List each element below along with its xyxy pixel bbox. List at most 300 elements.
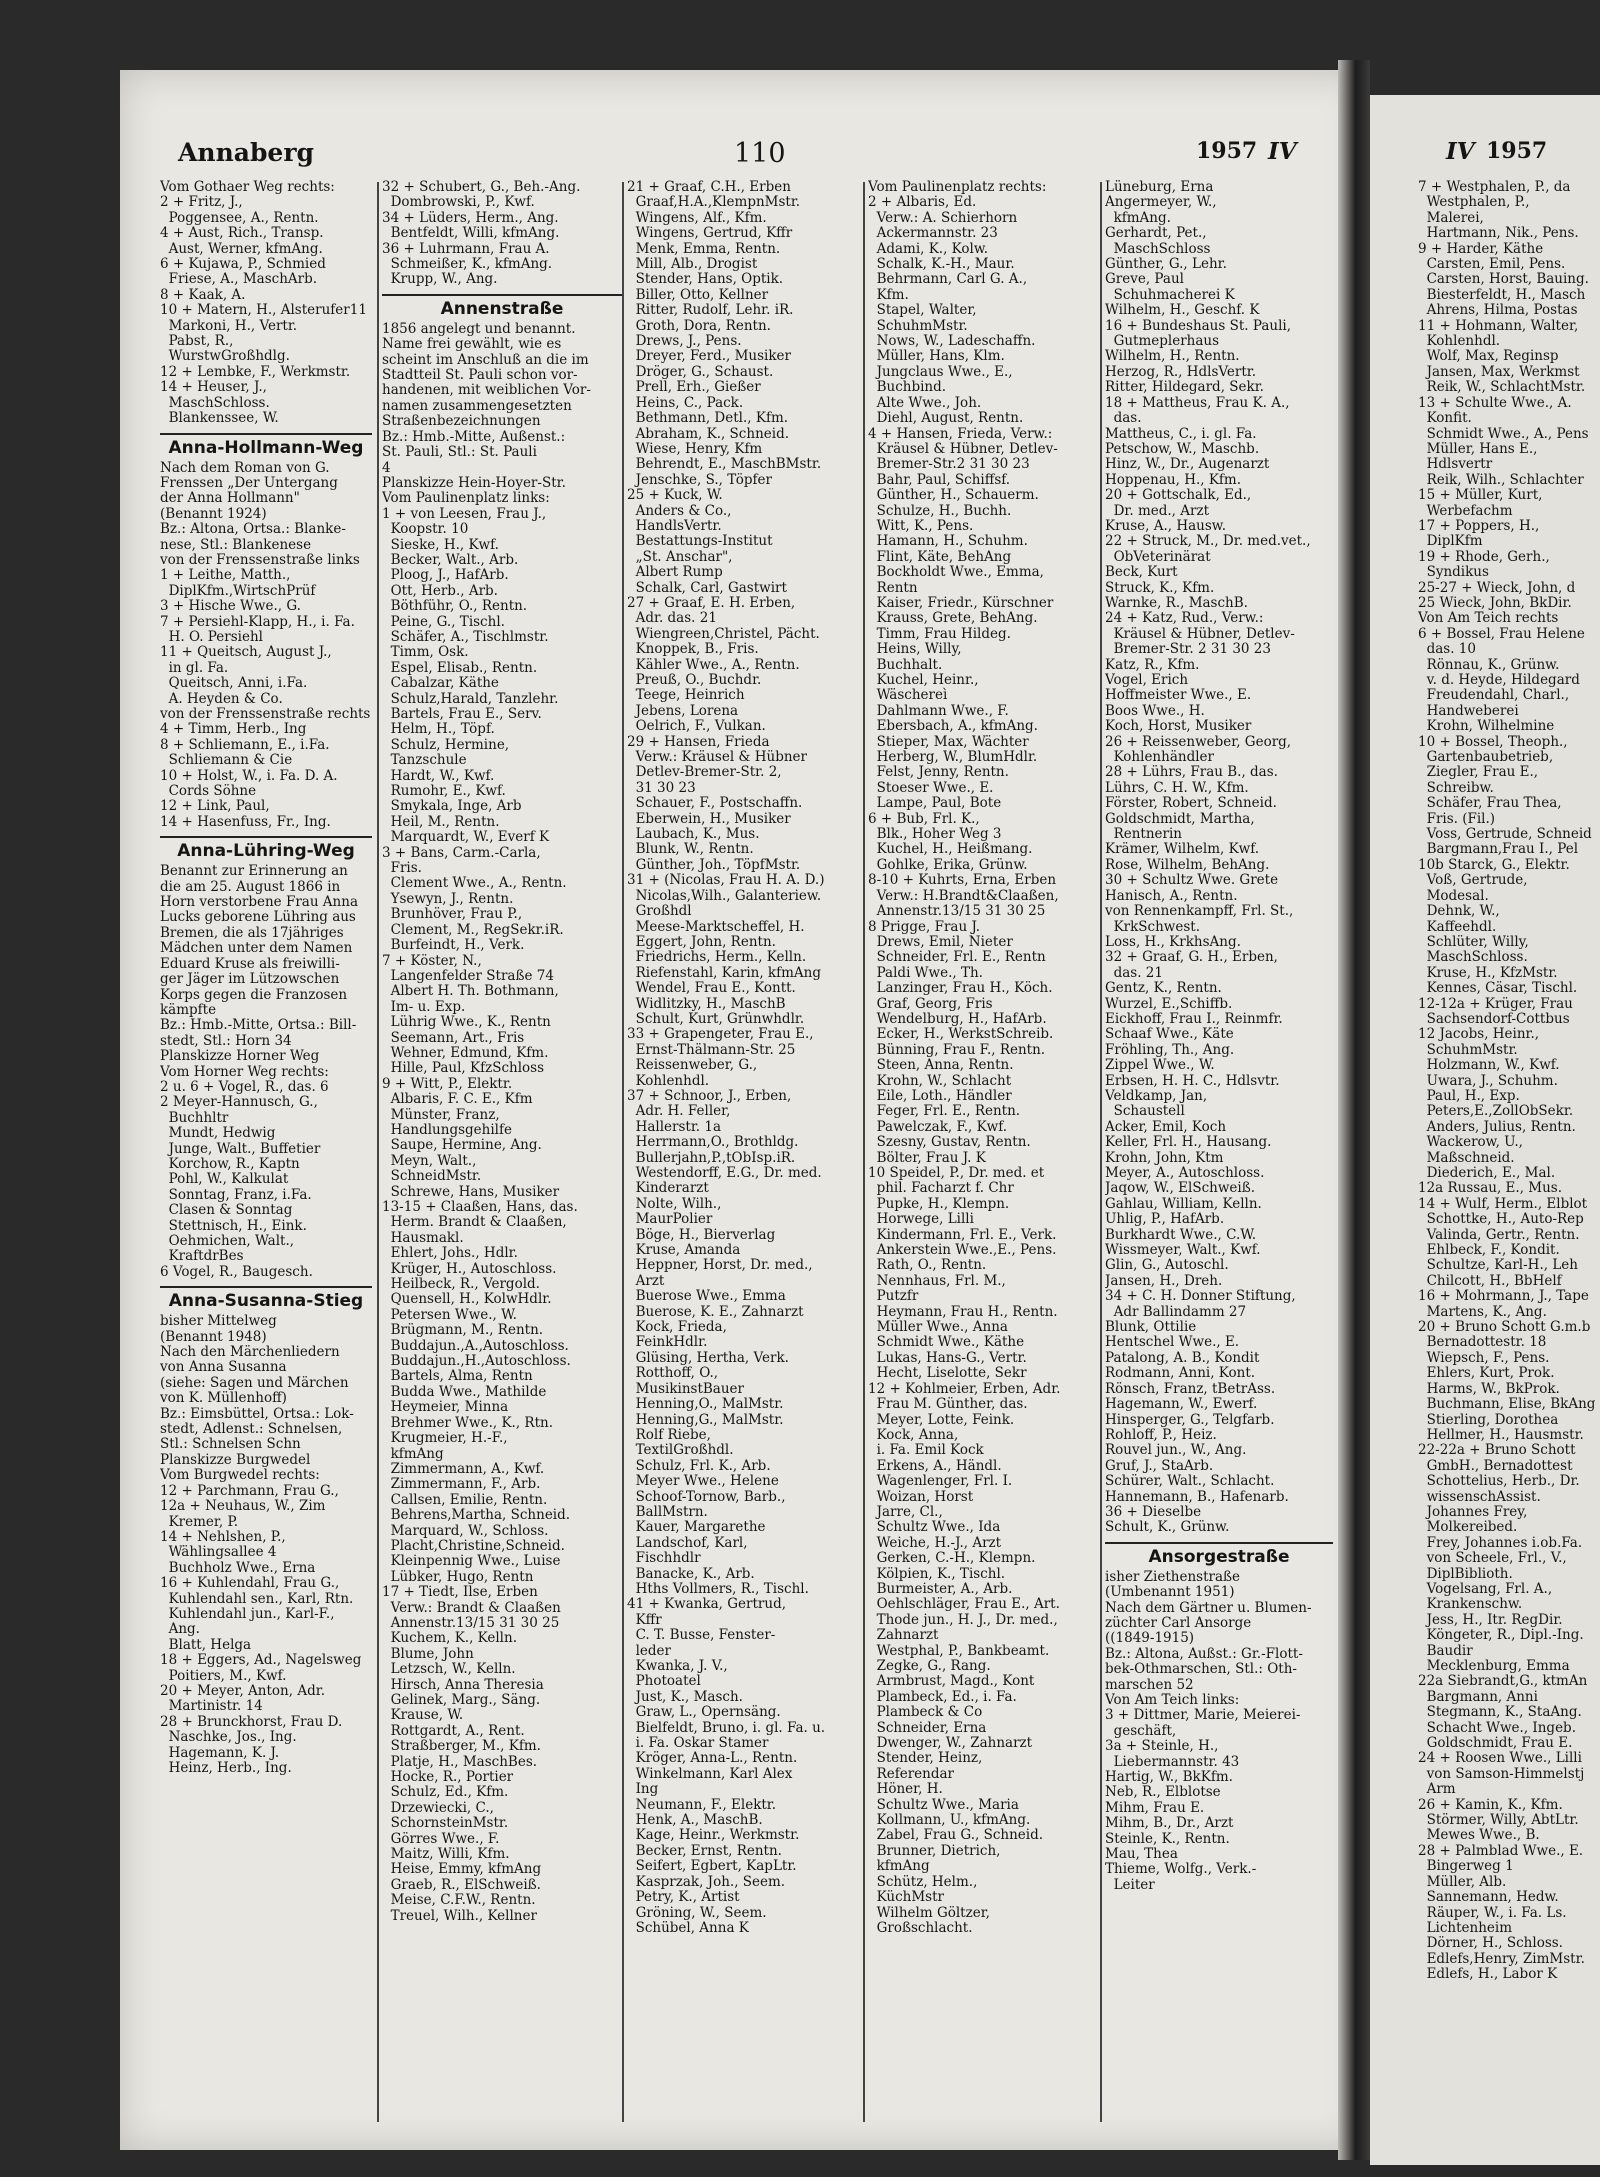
column-divider xyxy=(1100,182,1102,2122)
directory-entry: WurstwGroßhdlg. xyxy=(160,348,290,365)
directory-entry: Uwara, J., Schuhm. xyxy=(1418,1072,1558,1089)
directory-entry: SchuhmMstr. xyxy=(1418,1041,1518,1058)
directory-entry: 12a Russau, E., Mus. xyxy=(1418,1180,1563,1197)
directory-entry: das. 10 xyxy=(1418,641,1476,658)
directory-entry: Reik, W., SchlachtMstr. xyxy=(1418,379,1586,396)
directory-entry: 26 + Reissenweber, Georg, xyxy=(1105,733,1292,750)
directory-entry: Hths Vollmers, R., Tischl. xyxy=(627,1580,809,1597)
directory-entry: Neb, R., Elblotse xyxy=(1105,1784,1221,1801)
directory-entry: SchuhmMstr. xyxy=(868,317,968,334)
directory-entry: 31 30 23 xyxy=(627,779,696,796)
directory-entry: Ehlers, Kurt, Prok. xyxy=(1418,1365,1555,1382)
column-divider xyxy=(377,182,379,2122)
directory-entry: Feger, Frl. E., Rentn. xyxy=(868,1103,1021,1120)
directory-entry: Eickhoff, Frau I., Reinmfr. xyxy=(1105,1010,1283,1027)
directory-entry: Blunk, W., Rentn. xyxy=(627,841,754,858)
directory-entry: Diederich, E., Mal. xyxy=(1418,1165,1556,1181)
directory-entry: Adami, K., Kolw. xyxy=(868,240,989,257)
directory-entry: Kuhlendahl sen., Karl, Rtn. xyxy=(160,1590,354,1607)
directory-entry: Gartenbaubetrieb, xyxy=(1418,749,1554,766)
directory-entry: Mädchen unter dem Namen xyxy=(160,940,353,957)
directory-entry: stedt, Stl.: Horn 34 xyxy=(160,1032,292,1049)
directory-entry: Gerken, C.-H., Klempn. xyxy=(868,1550,1036,1567)
directory-entry: Teege, Heinrich xyxy=(627,687,745,704)
directory-entry: Lampe, Paul, Bote xyxy=(868,795,1002,812)
directory-entry: Gröning, W., Seem. xyxy=(627,1904,767,1921)
directory-entry: Gruf, J., StaArb. xyxy=(1105,1457,1214,1474)
directory-entry: von K. Müllenhoff) xyxy=(160,1390,287,1407)
directory-entry: 41 + Kwanka, Gertrud, xyxy=(627,1596,787,1613)
directory-entry: Kräusel & Hübner, Detlev- xyxy=(868,440,1058,457)
section-left: IV xyxy=(1268,138,1297,165)
directory-entry: Ernst-Thälmann-Str. 25 xyxy=(627,1041,796,1058)
directory-entry: Carsten, Horst, Bauing. xyxy=(1418,271,1589,288)
directory-entry: Poitiers, M., Kwf. xyxy=(160,1667,287,1684)
directory-entry: Annenstr.13/15 31 30 25 xyxy=(382,1614,560,1631)
directory-entry: Blunk, Ottilie xyxy=(1105,1319,1197,1336)
directory-entry: Köngeter, R., Dipl.-Ing. xyxy=(1418,1627,1584,1644)
directory-entry: Goldschmidt, Martha, xyxy=(1105,810,1255,827)
directory-entry: Kfm. xyxy=(868,286,909,303)
directory-entry: Schaaf Wwe., Käte xyxy=(1105,1026,1234,1043)
directory-entry: 29 + Hansen, Frieda xyxy=(627,733,770,750)
directory-column-1 xyxy=(160,180,372,1776)
directory-entry: Peters,E.,ZollObSekr. xyxy=(1418,1103,1574,1120)
directory-entry: Lukas, Hans-G., Vertr. xyxy=(868,1349,1027,1366)
directory-entry: kfmAng. xyxy=(1105,209,1171,226)
street-heading: Anna-Susanna-Stieg xyxy=(160,1286,372,1314)
directory-entry: Höner, H. xyxy=(868,1781,943,1798)
directory-entry: Bingerweg 1 xyxy=(1418,1858,1514,1875)
directory-entry: Bremer-Str. 2 31 30 23 xyxy=(1105,641,1271,658)
directory-entry: Schmeißer, K., kfmAng. xyxy=(382,256,553,273)
directory-entry: Fischhdlr xyxy=(627,1550,701,1567)
section-right: IV xyxy=(1446,138,1475,165)
directory-entry: bisher Mittelweg xyxy=(160,1313,277,1330)
directory-entry: Handweberei xyxy=(1418,702,1519,719)
directory-entry: Kleinpennig Wwe., Luise xyxy=(382,1553,561,1570)
directory-entry: 11 + Hohmann, Walter, xyxy=(1418,317,1579,334)
directory-entry: Dwenger, W., Zahnarzt xyxy=(868,1735,1033,1752)
directory-entry: 1856 angelegt und benannt. xyxy=(382,320,576,337)
directory-entry: 10 + Bossel, Theoph., xyxy=(1418,733,1568,750)
directory-entry: Letzsch, W., Kelln. xyxy=(382,1661,516,1678)
directory-entry: Name frei gewählt, wie es xyxy=(382,336,562,353)
directory-entry: Anders & Co., xyxy=(627,502,732,519)
directory-entry: Wilhelm, H., Geschf. K xyxy=(1105,302,1260,319)
directory-entry: Meyer Wwe., Helene xyxy=(627,1473,779,1490)
directory-entry: ((1849-1915) xyxy=(1105,1630,1195,1647)
directory-entry: Schreibw. xyxy=(1418,779,1494,796)
directory-entry: Krugmeier, H.-F., xyxy=(382,1430,508,1447)
directory-entry: züchter Carl Ansorge xyxy=(1105,1614,1252,1631)
directory-entry: Bremen, die als 17jähriges xyxy=(160,924,344,941)
directory-entry: Hagemann, K. J. xyxy=(160,1744,280,1761)
directory-entry: Hoffmeister Wwe., E. xyxy=(1105,687,1252,704)
directory-entry: Vom Paulinenplatz links: xyxy=(382,490,550,507)
directory-entry: Biesterfeldt, H., Masch xyxy=(1418,286,1586,303)
directory-entry: Bremer-Str.2 31 30 23 xyxy=(868,456,1030,473)
directory-entry: Buddajun.,A.,Autoschloss. xyxy=(382,1337,569,1354)
directory-entry: Krohn, John, Ktm xyxy=(1105,1149,1224,1166)
directory-entry: Stoeser Wwe., E. xyxy=(868,779,994,796)
directory-entry: Lanzinger, Frau H., Köch. xyxy=(868,980,1053,997)
directory-entry: Brunhöver, Frau P., xyxy=(382,906,523,923)
directory-entry: 12-12a + Krüger, Frau xyxy=(1418,995,1573,1012)
directory-entry: Woizan, Horst xyxy=(868,1488,974,1505)
directory-entry: 2 u. 6 + Vogel, R., das. 6 xyxy=(160,1078,329,1095)
directory-entry: Schliemann & Cie xyxy=(160,752,293,769)
directory-entry: MaschSchloss. xyxy=(1418,949,1528,966)
directory-entry: Hartmann, Nik., Pens. xyxy=(1418,225,1579,242)
directory-entry: Kasprzak, Joh., Seem. xyxy=(627,1873,786,1890)
directory-entry: kfmAng xyxy=(382,1445,444,1462)
directory-entry: Wählingsallee 4 xyxy=(160,1544,277,1561)
directory-entry: Wackerow, U., xyxy=(1418,1134,1523,1151)
directory-entry: ObVeterinärat xyxy=(1105,548,1211,565)
directory-entry: Hausmakl. xyxy=(382,1229,464,1246)
directory-entry: Vogelsang, Frl. A., xyxy=(1418,1580,1553,1597)
directory-entry: Kwanka, J. V., xyxy=(627,1658,728,1674)
directory-entry: Tanzschule xyxy=(382,752,467,769)
directory-entry: Kremer, P. xyxy=(160,1513,239,1530)
directory-entry: 10 Speidel, P., Dr. med. et xyxy=(868,1165,1045,1181)
directory-entry: Wagenlenger, Frl. I. xyxy=(868,1473,1013,1490)
book-gutter xyxy=(1338,60,1370,2160)
directory-entry: 10 + Matern, H., Alsterufer11 xyxy=(160,302,367,319)
directory-entry: 13-15 + Claaßen, Hans, das. xyxy=(382,1199,578,1215)
directory-entry: Schmidt Wwe., A., Pens xyxy=(1418,425,1589,442)
directory-entry: Szesny, Gustav, Rentn. xyxy=(868,1134,1031,1151)
directory-entry: Clement Wwe., A., Rentn. xyxy=(382,875,567,892)
directory-entry: Kohlenhdl. xyxy=(1418,333,1501,350)
directory-entry: Planskizze Horner Weg xyxy=(160,1048,320,1065)
directory-entry: BallMstrn. xyxy=(627,1503,708,1520)
directory-entry: Keller, Frl. H., Hausang. xyxy=(1105,1134,1272,1151)
directory-entry: Rodmann, Anni, Kont. xyxy=(1105,1365,1256,1382)
directory-entry: Kruse, A., Hausw. xyxy=(1105,517,1227,534)
directory-entry: Planskizze Burgwedel xyxy=(160,1451,311,1468)
directory-entry: Plambeck & Co xyxy=(868,1704,983,1721)
directory-entry: Liebermannstr. 43 xyxy=(1105,1753,1240,1770)
directory-entry: Maßschneid. xyxy=(1418,1149,1515,1166)
directory-entry: MaurPolier xyxy=(627,1211,713,1228)
directory-entry: Werbefachm xyxy=(1418,502,1513,519)
directory-entry: Krohn, Wilhelmine xyxy=(1418,718,1555,735)
directory-entry: Stl.: Schnelsen Schn xyxy=(160,1436,301,1453)
directory-entry: Westphal, P., Bankbeamt. xyxy=(868,1642,1050,1659)
directory-entry: Ziegler, Frau E., xyxy=(1418,764,1539,781)
directory-entry: Behrmann, Carl G. A., xyxy=(868,271,1028,288)
directory-entry: Herzog, R., HdlsVertr. xyxy=(1105,363,1257,380)
directory-entry: Wiepsch, F., Pens. xyxy=(1418,1349,1550,1366)
directory-entry: Förster, Robert, Schneid. xyxy=(1105,795,1277,812)
directory-entry: KraftdrBes xyxy=(160,1248,244,1265)
directory-entry: Blume, John xyxy=(382,1645,474,1662)
directory-entry: Bartels, Alma, Rentn xyxy=(382,1368,533,1385)
directory-entry: Kruse, Amanda xyxy=(627,1242,741,1259)
directory-entry: bek-Othmarschen, Stl.: Oth- xyxy=(1105,1661,1297,1678)
directory-entry: Dreyer, Ferd., Musiker xyxy=(627,348,791,365)
directory-entry: Von Am Teich rechts xyxy=(1418,610,1559,627)
directory-entry: Biller, Otto, Kellner xyxy=(627,286,769,303)
directory-entry: Platje, H., MaschBes. xyxy=(382,1753,538,1770)
directory-entry: Ackermannstr. 23 xyxy=(868,225,998,242)
directory-entry: Bentfeldt, Willi, kfmAng. xyxy=(382,225,560,242)
directory-entry: Nolte, Wilh., xyxy=(627,1195,722,1212)
directory-entry: Hamann, H., Schuhm. xyxy=(868,533,1028,550)
directory-entry: Mundt, Hedwig xyxy=(160,1125,276,1142)
directory-entry: Rottgardt, A., Rent. xyxy=(382,1722,525,1739)
directory-entry: Angermeyer, W., xyxy=(1105,194,1217,211)
directory-entry: 14 + Nehlshen, P., xyxy=(160,1528,286,1545)
directory-entry: Naschke, Jos., Ing. xyxy=(160,1729,297,1746)
directory-entry: Kffr xyxy=(627,1611,662,1628)
directory-entry: von Scheele, Frl., V., xyxy=(1418,1550,1567,1567)
directory-entry: Lührig Wwe., K., Rentn xyxy=(382,1014,551,1031)
directory-entry: Brehmer Wwe., K., Rtn. xyxy=(382,1414,554,1431)
directory-entry: Dröger, G., Schaust. xyxy=(627,363,774,380)
directory-entry: Martens, K., Ang. xyxy=(1418,1303,1547,1320)
directory-entry: von Anna Susanna xyxy=(160,1359,287,1376)
directory-entry: 22-22a + Bruno Schott xyxy=(1418,1442,1576,1459)
directory-entry: Schulz,Harald, Tanzlehr. xyxy=(382,690,559,707)
directory-entry: Schübel, Anna K xyxy=(627,1919,749,1936)
directory-entry: Thode jun., H. J., Dr. med., xyxy=(868,1611,1058,1628)
directory-entry: Gohlke, Erika, Grünw. xyxy=(868,856,1028,873)
directory-entry: Rumohr, E., Kwf. xyxy=(382,783,506,800)
directory-entry: phil. Facharzt f. Chr xyxy=(868,1180,1014,1197)
directory-entry: Witt, K., Pens. xyxy=(868,517,974,534)
directory-entry: Sonntag, Franz, i.Fa. xyxy=(160,1186,312,1203)
directory-entry: 12a + Neuhaus, W., Zim xyxy=(160,1498,326,1515)
directory-entry: Schalk, K.-H., Maur. xyxy=(868,256,1015,273)
directory-entry: 33 + Grapengeter, Frau E., xyxy=(627,1026,814,1043)
directory-entry: (Benannt 1924) xyxy=(160,505,267,522)
directory-entry: 12 + Link, Paul, xyxy=(160,798,270,815)
directory-entry: Espel, Elisab., Rentn. xyxy=(382,659,538,676)
directory-entry: marschen 52 xyxy=(1105,1676,1194,1693)
directory-entry: Budda Wwe., Mathilde xyxy=(382,1383,547,1400)
directory-entry: Ploog, J., HafArb. xyxy=(382,567,509,584)
directory-entry: (Benannt 1948) xyxy=(160,1328,267,1345)
directory-column-4 xyxy=(868,180,1100,1936)
directory-entry: 15 + Müller, Kurt, xyxy=(1418,487,1543,504)
directory-entry: Katz, R., Kfm. xyxy=(1105,656,1200,673)
directory-entry: Seifert, Egbert, KapLtr. xyxy=(627,1858,797,1875)
directory-entry: Heins, C., Pack. xyxy=(627,394,744,411)
directory-entry: Bz.: Hmb.-Mitte, Außenst.: xyxy=(382,428,566,445)
directory-entry: Heppner, Horst, Dr. med., xyxy=(627,1257,813,1274)
page-header-street: Annaberg xyxy=(178,138,314,167)
directory-entry: Paldi Wwe., Th. xyxy=(868,964,983,981)
directory-entry: in gl. Fa. xyxy=(160,659,229,676)
directory-entry: 19 + Rhode, Gerh., xyxy=(1418,548,1550,565)
directory-entry: Thieme, Wolfg., Verk.- xyxy=(1105,1861,1257,1878)
directory-entry: Petschow, W., Maschb. xyxy=(1105,440,1260,457)
directory-entry: Verw.: Brandt & Claaßen xyxy=(382,1599,561,1616)
directory-entry: Lucks geborene Lühring aus xyxy=(160,909,356,926)
directory-entry: Wiengreen,Christel, Pächt. xyxy=(627,625,820,642)
directory-entry: von Samson-Himmelstj xyxy=(1418,1765,1585,1782)
directory-entry: Planskizze Hein-Hoyer-Str. xyxy=(382,474,566,491)
directory-entry: Rentn xyxy=(868,579,918,596)
directory-entry: Widlitzky, H., MaschB xyxy=(627,995,786,1012)
directory-entry: Bielfeldt, Bruno, i. gl. Fa. u. xyxy=(627,1719,826,1736)
directory-entry: 21 + Graaf, C.H., Erben xyxy=(627,180,791,195)
directory-entry: Kuchem, K., Kelln. xyxy=(382,1630,517,1647)
directory-entry: Meyer, Lotte, Feink. xyxy=(868,1411,1015,1428)
directory-entry: Martinistr. 14 xyxy=(160,1698,263,1715)
directory-entry: Schäfer, Frau Thea, xyxy=(1418,795,1562,812)
directory-entry: Von Am Teich links: xyxy=(1105,1692,1240,1708)
directory-entry: 3 + Dittmer, Marie, Meierei- xyxy=(1105,1707,1301,1724)
directory-entry: Graaf,H.A.,KlempnMstr. xyxy=(627,194,801,211)
directory-entry: Nach dem Gärtner u. Blumen- xyxy=(1105,1599,1312,1616)
directory-entry: Vogel, Erich xyxy=(1105,672,1189,688)
column-divider xyxy=(622,182,624,2122)
directory-entry: Treuel, Wilh., Kellner xyxy=(382,1907,537,1924)
directory-entry: Hinsperger, G., Telgfarb. xyxy=(1105,1411,1275,1428)
directory-entry: Nennhaus, Frl. M., xyxy=(868,1272,1006,1289)
directory-entry: Verw.: H.Brandt&Claaßen, xyxy=(868,887,1059,904)
directory-entry: Chilcott, H., BbHelf xyxy=(1418,1272,1562,1289)
directory-entry: Ysewyn, J., Rentn. xyxy=(382,890,514,907)
directory-entry: von Rennenkampff, Frl. St., xyxy=(1105,903,1294,920)
directory-entry: 36 + Dieselbe xyxy=(1105,1503,1202,1520)
directory-entry: Korps gegen die Franzosen xyxy=(160,986,348,1003)
directory-entry: Adr Ballindamm 27 xyxy=(1105,1303,1247,1320)
directory-entry: MaschSchloss. xyxy=(160,394,270,411)
directory-entry: Smykala, Inge, Arb xyxy=(382,798,522,815)
directory-entry: nese, Stl.: Blankenese xyxy=(160,536,312,553)
directory-entry: Hocke, R., Portier xyxy=(382,1769,514,1786)
directory-entry: Mecklenburg, Emma xyxy=(1418,1658,1570,1674)
directory-entry: Wingens, Gertrud, Kffr xyxy=(627,225,793,242)
directory-entry: leder xyxy=(627,1642,671,1659)
directory-entry: Heymann, Frau H., Rentn. xyxy=(868,1303,1058,1320)
street-heading: Ansorgestraße xyxy=(1105,1542,1333,1570)
directory-entry: Kage, Heinr., Werkmstr. xyxy=(627,1827,800,1844)
directory-entry: 30 + Schultz Wwe. Grete xyxy=(1105,872,1279,889)
directory-entry: 9 + Harder, Käthe xyxy=(1418,240,1544,257)
directory-entry: Dombrowski, P., Kwf. xyxy=(382,194,535,211)
directory-entry: Buerose, K. E., Zahnarzt xyxy=(627,1303,804,1320)
directory-entry: Brunner, Dietrich, xyxy=(868,1842,1001,1859)
directory-entry: Bargmann,Frau I., Pel xyxy=(1418,841,1579,858)
directory-entry: Aust, Werner, kfmAng. xyxy=(160,240,323,257)
directory-entry: Westendorff, E.G., Dr. med. xyxy=(627,1165,822,1181)
directory-entry: Kähler Wwe., A., Rentn. xyxy=(627,656,800,673)
directory-entry: Photoatel xyxy=(627,1673,701,1690)
directory-entry: Schütz, Helm., xyxy=(868,1873,978,1890)
directory-entry: KrkSchwest. xyxy=(1105,918,1200,935)
directory-entry: Glin, G., Autoschl. xyxy=(1105,1257,1229,1274)
directory-entry: Henning,G., MalMstr. xyxy=(627,1411,784,1428)
directory-entry: 28 + Brunckhorst, Frau D. xyxy=(160,1713,343,1730)
directory-entry: Timm, Frau Hildeg. xyxy=(868,625,1011,642)
directory-entry: Alte Wwe., Joh. xyxy=(868,394,982,411)
directory-entry: Detlev-Bremer-Str. 2, xyxy=(627,764,782,781)
directory-entry: Albaris, F. C. E., Kfm xyxy=(382,1091,533,1108)
street-heading: Anna-Hollmann-Weg xyxy=(160,433,372,461)
directory-entry: Jarre, Cl., xyxy=(868,1503,943,1520)
directory-entry: Rönnau, K., Grünw. xyxy=(1418,656,1560,673)
directory-entry: Hagemann, W., Ewerf. xyxy=(1105,1396,1258,1413)
directory-entry: 12 + Kohlmeier, Erben, Adr. xyxy=(868,1380,1061,1397)
directory-entry: Korchow, R., Kaptn xyxy=(160,1155,300,1172)
directory-entry: Hannemann, B., Hafenarb. xyxy=(1105,1488,1289,1505)
directory-entry: 7 + Persiehl-Klapp, H., i. Fa. xyxy=(160,613,355,630)
directory-entry: Störmer, Willy, AbtLtr. xyxy=(1418,1812,1579,1829)
directory-entry: Rouvel jun., W., Ang. xyxy=(1105,1442,1247,1459)
directory-entry: Callsen, Emilie, Rentn. xyxy=(382,1491,548,1508)
directory-entry: das. xyxy=(1105,410,1142,427)
directory-entry: Hille, Paul, KfzSchloss xyxy=(382,1060,544,1077)
directory-entry: Hallerstr. 1a xyxy=(627,1118,722,1135)
directory-entry: 3 + Bans, Carm.-Carla, xyxy=(382,844,541,861)
directory-entry: FeinkHdlr. xyxy=(627,1334,708,1351)
directory-entry: Bullerjahn,P.,tObIsp.iR. xyxy=(627,1149,796,1166)
directory-entry: Pawelczak, F., Kwf. xyxy=(868,1118,1008,1135)
directory-entry: Edlefs, H., Labor K xyxy=(1418,1966,1558,1983)
directory-entry: 16 + Mohrmann, J., Tape xyxy=(1418,1288,1589,1305)
directory-entry: Queitsch, Anni, i.Fa. xyxy=(160,675,308,692)
directory-entry: Ott, Herb., Arb. xyxy=(382,582,498,599)
directory-entry: Heymeier, Minna xyxy=(382,1399,509,1416)
directory-entry: 18 + Mattheus, Frau K. A., xyxy=(1105,394,1290,411)
directory-entry: 12 + Lembke, F., Werkmstr. xyxy=(160,363,351,380)
directory-entry: Burkhardt Wwe., C.W. xyxy=(1105,1226,1257,1243)
directory-entry: Drzewiecki, C., xyxy=(382,1799,494,1816)
directory-entry: Baudir xyxy=(1418,1642,1473,1659)
directory-entry: Buddajun.,H.,Autoschloss. xyxy=(382,1353,571,1370)
directory-entry: Gerhardt, Pet., xyxy=(1105,225,1207,242)
directory-entry: Marquardt, W., Everf K xyxy=(382,829,550,846)
directory-entry: DiplKfm xyxy=(1418,533,1483,550)
directory-entry: 2 + Albaris, Ed. xyxy=(868,194,977,211)
directory-entry: wissenschAssist. xyxy=(1418,1488,1541,1505)
directory-entry: Burmeister, A., Arb. xyxy=(868,1580,1013,1597)
directory-entry: Krohn, W., Schlacht xyxy=(868,1072,1012,1089)
year-left: 1957 xyxy=(1196,138,1258,164)
directory-entry: 24 + Roosen Wwe., Lilli xyxy=(1418,1750,1582,1767)
directory-entry: 27 + Graaf, E. H. Erben, xyxy=(627,594,796,611)
directory-entry: Steinle, K., Rentn. xyxy=(1105,1830,1230,1847)
directory-entry: St. Pauli, Stl.: St. Pauli xyxy=(382,444,537,461)
directory-entry: Peine, G., Tischl. xyxy=(382,613,505,630)
directory-entry: Marquard, W., Schloss. xyxy=(382,1522,549,1539)
directory-entry: Bargmann, Anni xyxy=(1418,1688,1538,1705)
directory-entry: Kaffeehdl. xyxy=(1418,918,1497,935)
directory-entry: Bernadottestr. 18 xyxy=(1418,1334,1547,1351)
directory-entry: Voß, Gertrude, xyxy=(1418,872,1528,889)
directory-entry: Zegke, G., Rang. xyxy=(868,1658,991,1674)
directory-entry: Schottke, H., Auto-Rep xyxy=(1418,1211,1584,1228)
directory-entry: Acker, Emil, Koch xyxy=(1105,1118,1227,1135)
directory-entry: Erbsen, H. H. C., Hdlsvtr. xyxy=(1105,1072,1280,1089)
directory-entry: Müller, Alb. xyxy=(1418,1873,1507,1890)
directory-entry: Wissmeyer, Walt., Kwf. xyxy=(1105,1242,1261,1259)
directory-entry: TextilGroßhdl. xyxy=(627,1442,734,1459)
directory-entry: „St. Anschar", xyxy=(627,548,733,565)
directory-entry: Vom Horner Weg rechts: xyxy=(160,1063,329,1080)
directory-entry: Sannemann, Hedw. xyxy=(1418,1889,1559,1906)
directory-entry: Schrewe, Hans, Musiker xyxy=(382,1183,560,1200)
directory-entry: Stieper, Max, Wächter xyxy=(868,733,1029,750)
directory-entry: kämpfte xyxy=(160,1001,217,1018)
directory-entry: Schultze, Karl-H., Leh xyxy=(1418,1257,1578,1274)
